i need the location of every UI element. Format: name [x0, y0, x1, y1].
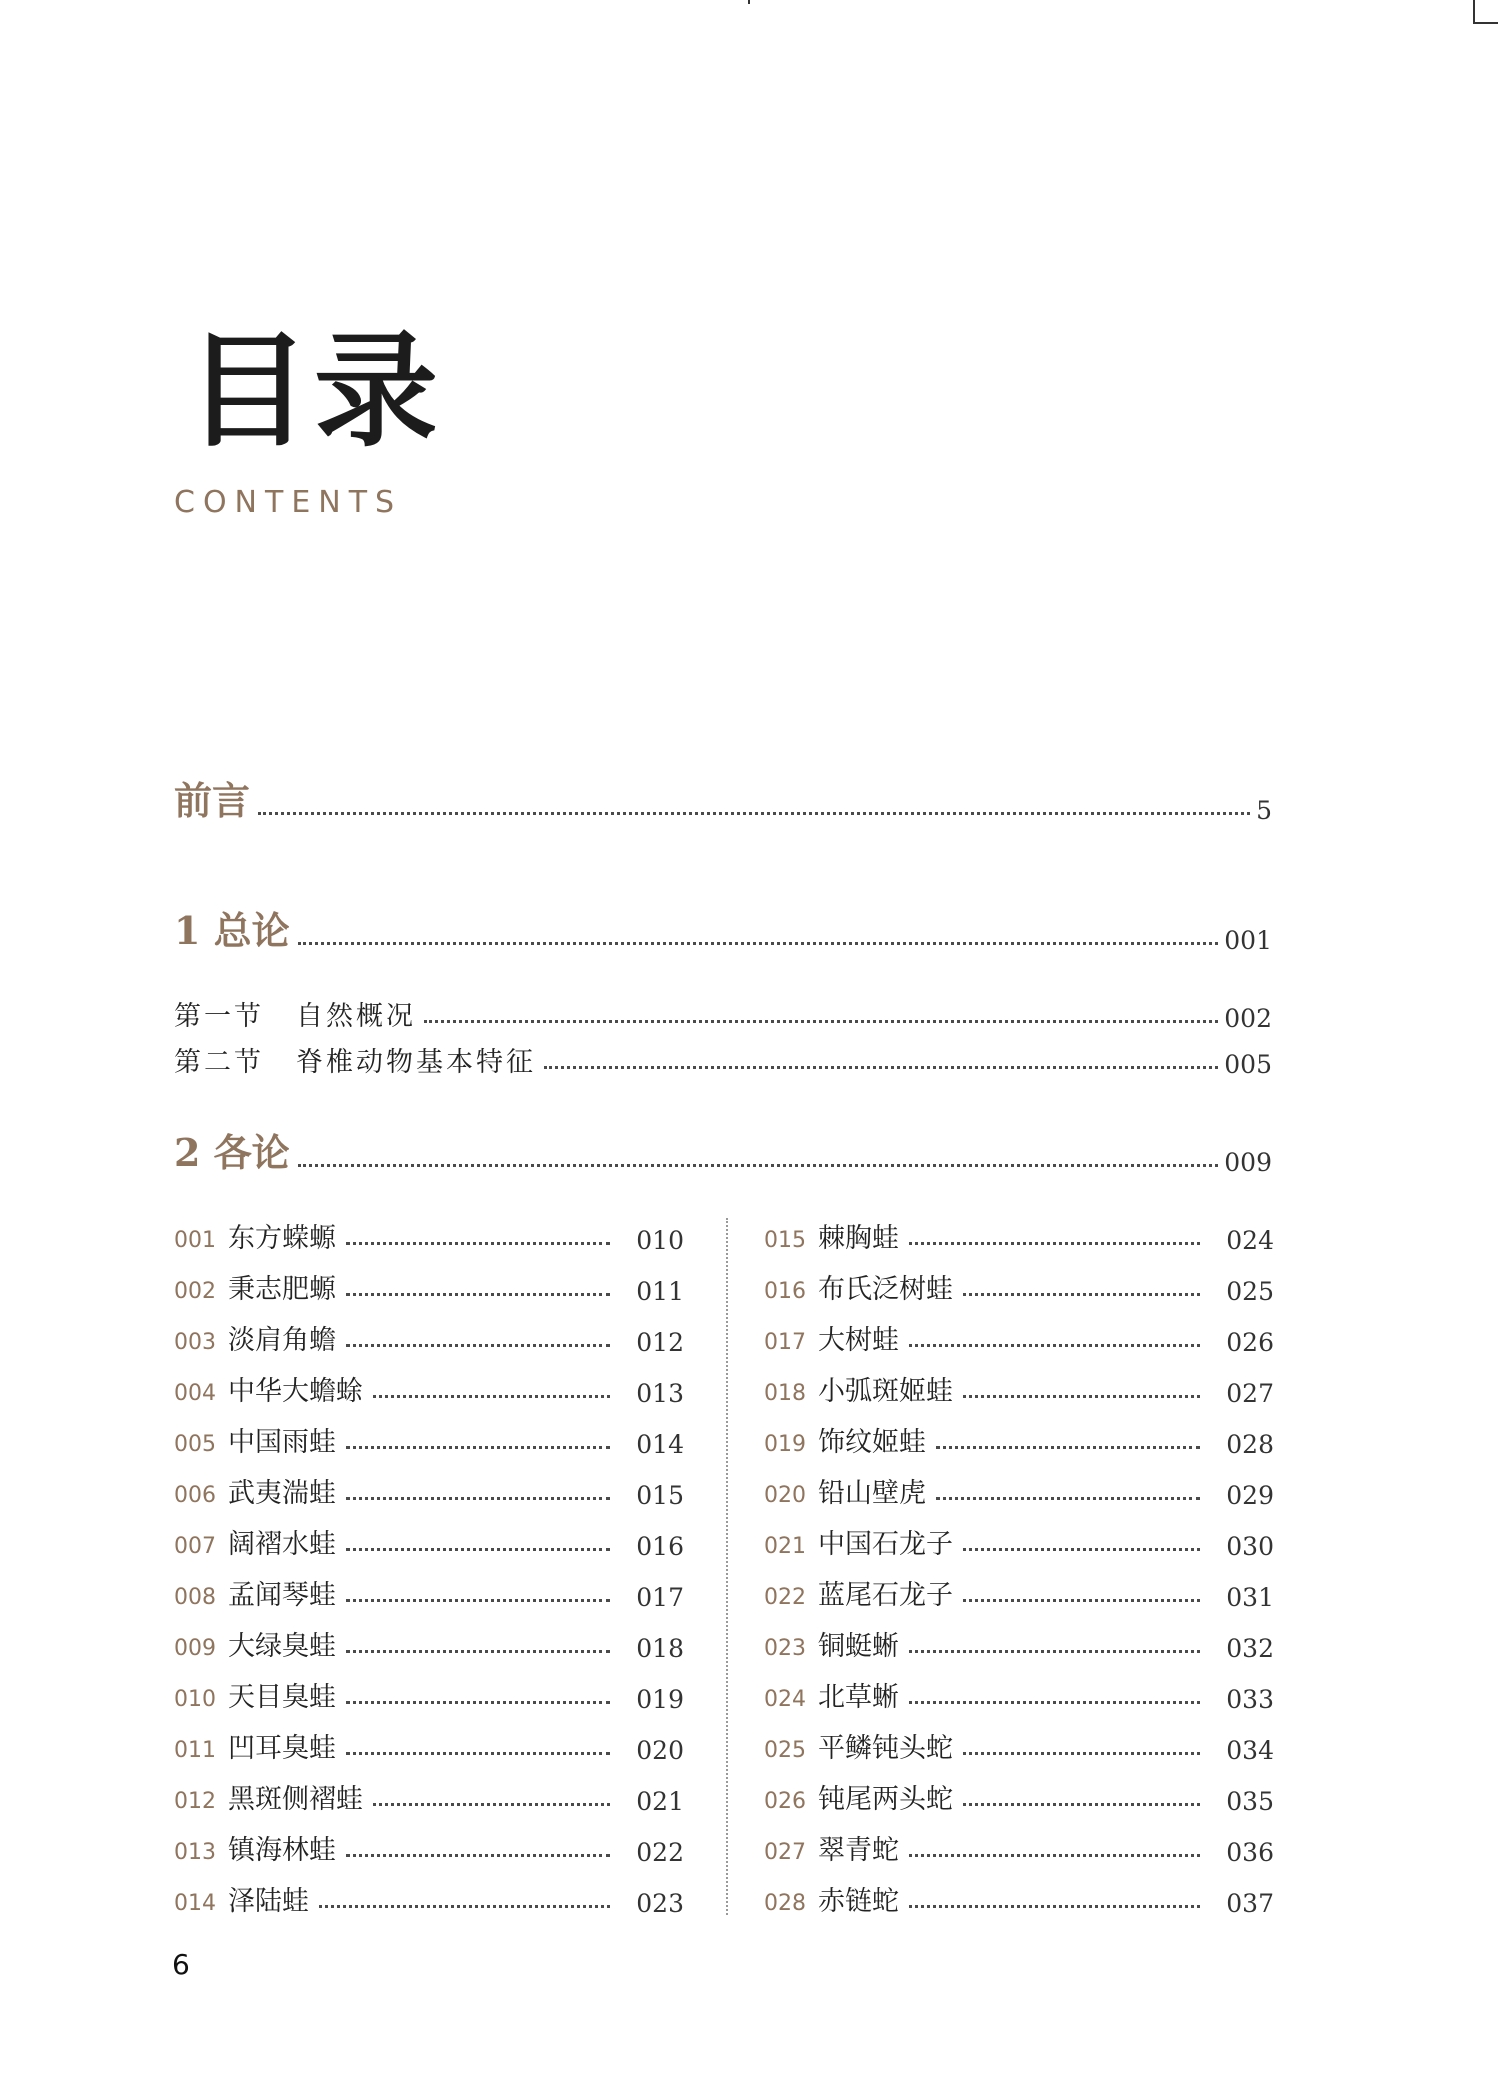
entry-number: 010 — [174, 1687, 216, 1712]
entry-number: 005 — [174, 1432, 216, 1457]
toc-entry[interactable] — [764, 1675, 1274, 1714]
dot-leader — [963, 1548, 1200, 1551]
toc-entry[interactable] — [764, 1879, 1274, 1918]
dot-leader — [544, 1066, 1218, 1069]
dot-leader — [909, 1650, 1200, 1653]
entry-page: 024 — [1226, 1226, 1274, 1255]
toc-entry[interactable] — [764, 1828, 1274, 1867]
section-page: 005 — [1224, 1050, 1272, 1079]
toc-entry[interactable] — [174, 1369, 684, 1408]
toc-entry[interactable] — [764, 1726, 1274, 1765]
entry-page: 030 — [1226, 1532, 1274, 1561]
dot-leader — [346, 1446, 610, 1449]
entry-page: 037 — [1226, 1889, 1274, 1918]
entry-name: 饰纹姬蛙 — [818, 1427, 926, 1458]
entry-name: 铅山壁虎 — [818, 1478, 926, 1509]
entry-number: 024 — [764, 1687, 806, 1712]
entry-number: 011 — [174, 1738, 216, 1763]
entry-page: 031 — [1226, 1583, 1274, 1612]
toc-section-1[interactable] — [174, 994, 1272, 1033]
dot-leader — [373, 1803, 610, 1806]
entry-name: 小弧斑姬蛙 — [818, 1376, 953, 1407]
dot-leader — [319, 1905, 610, 1908]
entry-number: 022 — [764, 1585, 806, 1610]
entry-name: 赤链蛇 — [818, 1886, 899, 1917]
toc-part-1[interactable] — [174, 900, 1272, 955]
entry-number: 018 — [764, 1381, 806, 1406]
dot-leader — [963, 1803, 1200, 1806]
toc-section-2[interactable] — [174, 1040, 1272, 1079]
toc-entry[interactable] — [174, 1879, 684, 1918]
dot-leader — [298, 1164, 1219, 1167]
entry-number: 002 — [174, 1279, 216, 1304]
dot-leader — [936, 1497, 1200, 1500]
page-title: 目录 — [186, 319, 443, 464]
toc-entry[interactable] — [764, 1573, 1274, 1612]
entry-page: 034 — [1226, 1736, 1274, 1765]
dot-leader — [909, 1854, 1200, 1857]
toc-preface-label: 前言 — [174, 778, 251, 823]
entry-name: 中华大蟾蜍 — [228, 1376, 363, 1407]
toc-entry[interactable] — [174, 1777, 684, 1816]
entry-number: 006 — [174, 1483, 216, 1508]
entry-name: 棘胸蛙 — [818, 1223, 899, 1254]
entry-number: 015 — [764, 1228, 806, 1253]
toc-entry[interactable] — [174, 1675, 684, 1714]
entry-number: 013 — [174, 1840, 216, 1865]
dot-leader — [963, 1752, 1200, 1755]
dot-leader — [258, 812, 1250, 815]
entry-name: 秉志肥螈 — [228, 1274, 336, 1305]
entry-page: 023 — [636, 1889, 684, 1918]
toc-part-2-label: 2 各论 — [174, 1130, 290, 1175]
section-number: 第一节 — [174, 1001, 264, 1032]
dot-leader — [424, 1020, 1218, 1023]
entry-page: 020 — [636, 1736, 684, 1765]
toc-entry[interactable] — [174, 1471, 684, 1510]
entry-name: 大树蛙 — [818, 1325, 899, 1356]
toc-preface[interactable] — [174, 770, 1272, 825]
entry-name: 黑斑侧褶蛙 — [228, 1784, 363, 1815]
entry-name: 东方蝾螈 — [228, 1223, 336, 1254]
section-title: 自然概况 — [296, 1001, 416, 1032]
page-subtitle: CONTENTS — [174, 485, 403, 520]
dot-leader — [346, 1854, 610, 1857]
entry-name: 大绿臭蛙 — [228, 1631, 336, 1662]
toc-entry[interactable] — [174, 1573, 684, 1612]
entry-number: 027 — [764, 1840, 806, 1865]
dot-leader — [298, 942, 1219, 945]
dot-leader — [909, 1242, 1200, 1245]
entry-number: 025 — [764, 1738, 806, 1763]
entry-name: 布氏泛树蛙 — [818, 1274, 953, 1305]
entry-page: 035 — [1226, 1787, 1274, 1816]
entry-name: 淡肩角蟾 — [228, 1325, 336, 1356]
dot-leader — [346, 1242, 610, 1245]
entry-number: 026 — [764, 1789, 806, 1814]
toc-entry[interactable] — [174, 1828, 684, 1867]
entry-page: 027 — [1226, 1379, 1274, 1408]
entry-page: 022 — [636, 1838, 684, 1867]
dot-leader — [909, 1905, 1200, 1908]
dot-leader — [963, 1599, 1200, 1602]
section-page: 002 — [1224, 1004, 1272, 1033]
entry-name: 泽陆蛙 — [228, 1886, 309, 1917]
entry-number: 028 — [764, 1891, 806, 1916]
entry-name: 铜蜓蜥 — [818, 1631, 899, 1662]
toc-entry[interactable] — [764, 1624, 1274, 1663]
toc-entry[interactable] — [174, 1216, 684, 1255]
entry-page: 013 — [636, 1379, 684, 1408]
entry-page: 010 — [636, 1226, 684, 1255]
toc-part-2[interactable] — [174, 1122, 1272, 1177]
entry-page: 021 — [636, 1787, 684, 1816]
entry-name: 凹耳臭蛙 — [228, 1733, 336, 1764]
crop-mark — [1473, 0, 1475, 22]
entry-page: 012 — [636, 1328, 684, 1357]
entry-page: 015 — [636, 1481, 684, 1510]
entry-number: 008 — [174, 1585, 216, 1610]
dot-leader — [963, 1395, 1200, 1398]
entry-page: 011 — [636, 1277, 684, 1306]
entry-number: 009 — [174, 1636, 216, 1661]
entry-page: 026 — [1226, 1328, 1274, 1357]
toc-entry[interactable] — [174, 1522, 684, 1561]
entry-number: 017 — [764, 1330, 806, 1355]
toc-entry[interactable] — [174, 1726, 684, 1765]
section-number: 第二节 — [174, 1047, 264, 1078]
crop-mark — [748, 0, 750, 4]
dot-leader — [909, 1344, 1200, 1347]
dot-leader — [346, 1599, 610, 1602]
entry-number: 019 — [764, 1432, 806, 1457]
dot-leader — [346, 1548, 610, 1551]
entry-number: 023 — [764, 1636, 806, 1661]
dot-leader — [346, 1752, 610, 1755]
dot-leader — [346, 1650, 610, 1653]
entry-number: 004 — [174, 1381, 216, 1406]
entry-name: 中国石龙子 — [818, 1529, 953, 1560]
entry-page: 033 — [1226, 1685, 1274, 1714]
dot-leader — [373, 1395, 610, 1398]
column-divider — [726, 1218, 728, 1915]
entry-name: 中国雨蛙 — [228, 1427, 336, 1458]
dot-leader — [346, 1701, 610, 1704]
dot-leader — [909, 1701, 1200, 1704]
toc-entry[interactable] — [174, 1267, 684, 1306]
entry-name: 阔褶水蛙 — [228, 1529, 336, 1560]
entry-name: 孟闻琴蛙 — [228, 1580, 336, 1611]
entry-number: 012 — [174, 1789, 216, 1814]
entry-number: 007 — [174, 1534, 216, 1559]
entry-name: 北草蜥 — [818, 1682, 899, 1713]
dot-leader — [346, 1293, 610, 1296]
toc-entry[interactable] — [764, 1267, 1274, 1306]
toc-part-1-label: 1 总论 — [174, 908, 290, 953]
entry-page: 018 — [636, 1634, 684, 1663]
entry-page: 032 — [1226, 1634, 1274, 1663]
dot-leader — [936, 1446, 1200, 1449]
toc-entry[interactable] — [174, 1420, 684, 1459]
entry-name: 蓝尾石龙子 — [818, 1580, 953, 1611]
toc-entry[interactable] — [764, 1216, 1274, 1255]
entry-page: 016 — [636, 1532, 684, 1561]
entry-number: 021 — [764, 1534, 806, 1559]
entry-page: 025 — [1226, 1277, 1274, 1306]
entry-name: 镇海林蛙 — [228, 1835, 336, 1866]
entry-name: 翠青蛇 — [818, 1835, 899, 1866]
toc-entry[interactable] — [764, 1420, 1274, 1459]
dot-leader — [346, 1497, 610, 1500]
toc-entry[interactable] — [764, 1369, 1274, 1408]
toc-section-label — [174, 994, 416, 1033]
entry-number: 014 — [174, 1891, 216, 1916]
entry-page: 028 — [1226, 1430, 1274, 1459]
crop-mark — [1473, 22, 1498, 24]
entry-name: 钝尾两头蛇 — [818, 1784, 953, 1815]
entry-page: 019 — [636, 1685, 684, 1714]
entry-page: 029 — [1226, 1481, 1274, 1510]
entry-name: 天目臭蛙 — [228, 1682, 336, 1713]
entry-name: 平鳞钝头蛇 — [818, 1733, 953, 1764]
toc-preface-page: 5 — [1256, 796, 1272, 825]
entry-name: 武夷湍蛙 — [228, 1478, 336, 1509]
toc-entry[interactable] — [764, 1471, 1274, 1510]
toc-entry[interactable] — [174, 1318, 684, 1357]
dot-leader — [963, 1293, 1200, 1296]
toc-entry[interactable] — [764, 1318, 1274, 1357]
section-title: 脊椎动物基本特征 — [296, 1047, 536, 1078]
entry-page: 014 — [636, 1430, 684, 1459]
entry-number: 001 — [174, 1228, 216, 1253]
toc-section-label — [174, 1040, 536, 1079]
entry-number: 003 — [174, 1330, 216, 1355]
entry-page: 036 — [1226, 1838, 1274, 1867]
toc-part-2-page: 009 — [1224, 1148, 1272, 1177]
dot-leader — [346, 1344, 610, 1347]
entry-number: 016 — [764, 1279, 806, 1304]
toc-entry[interactable] — [764, 1522, 1274, 1561]
toc-entry[interactable] — [174, 1624, 684, 1663]
toc-part-1-page: 001 — [1224, 926, 1272, 955]
entry-page: 017 — [636, 1583, 684, 1612]
toc-entry[interactable] — [764, 1777, 1274, 1816]
entry-number: 020 — [764, 1483, 806, 1508]
page-number: 6 — [172, 1948, 190, 1981]
